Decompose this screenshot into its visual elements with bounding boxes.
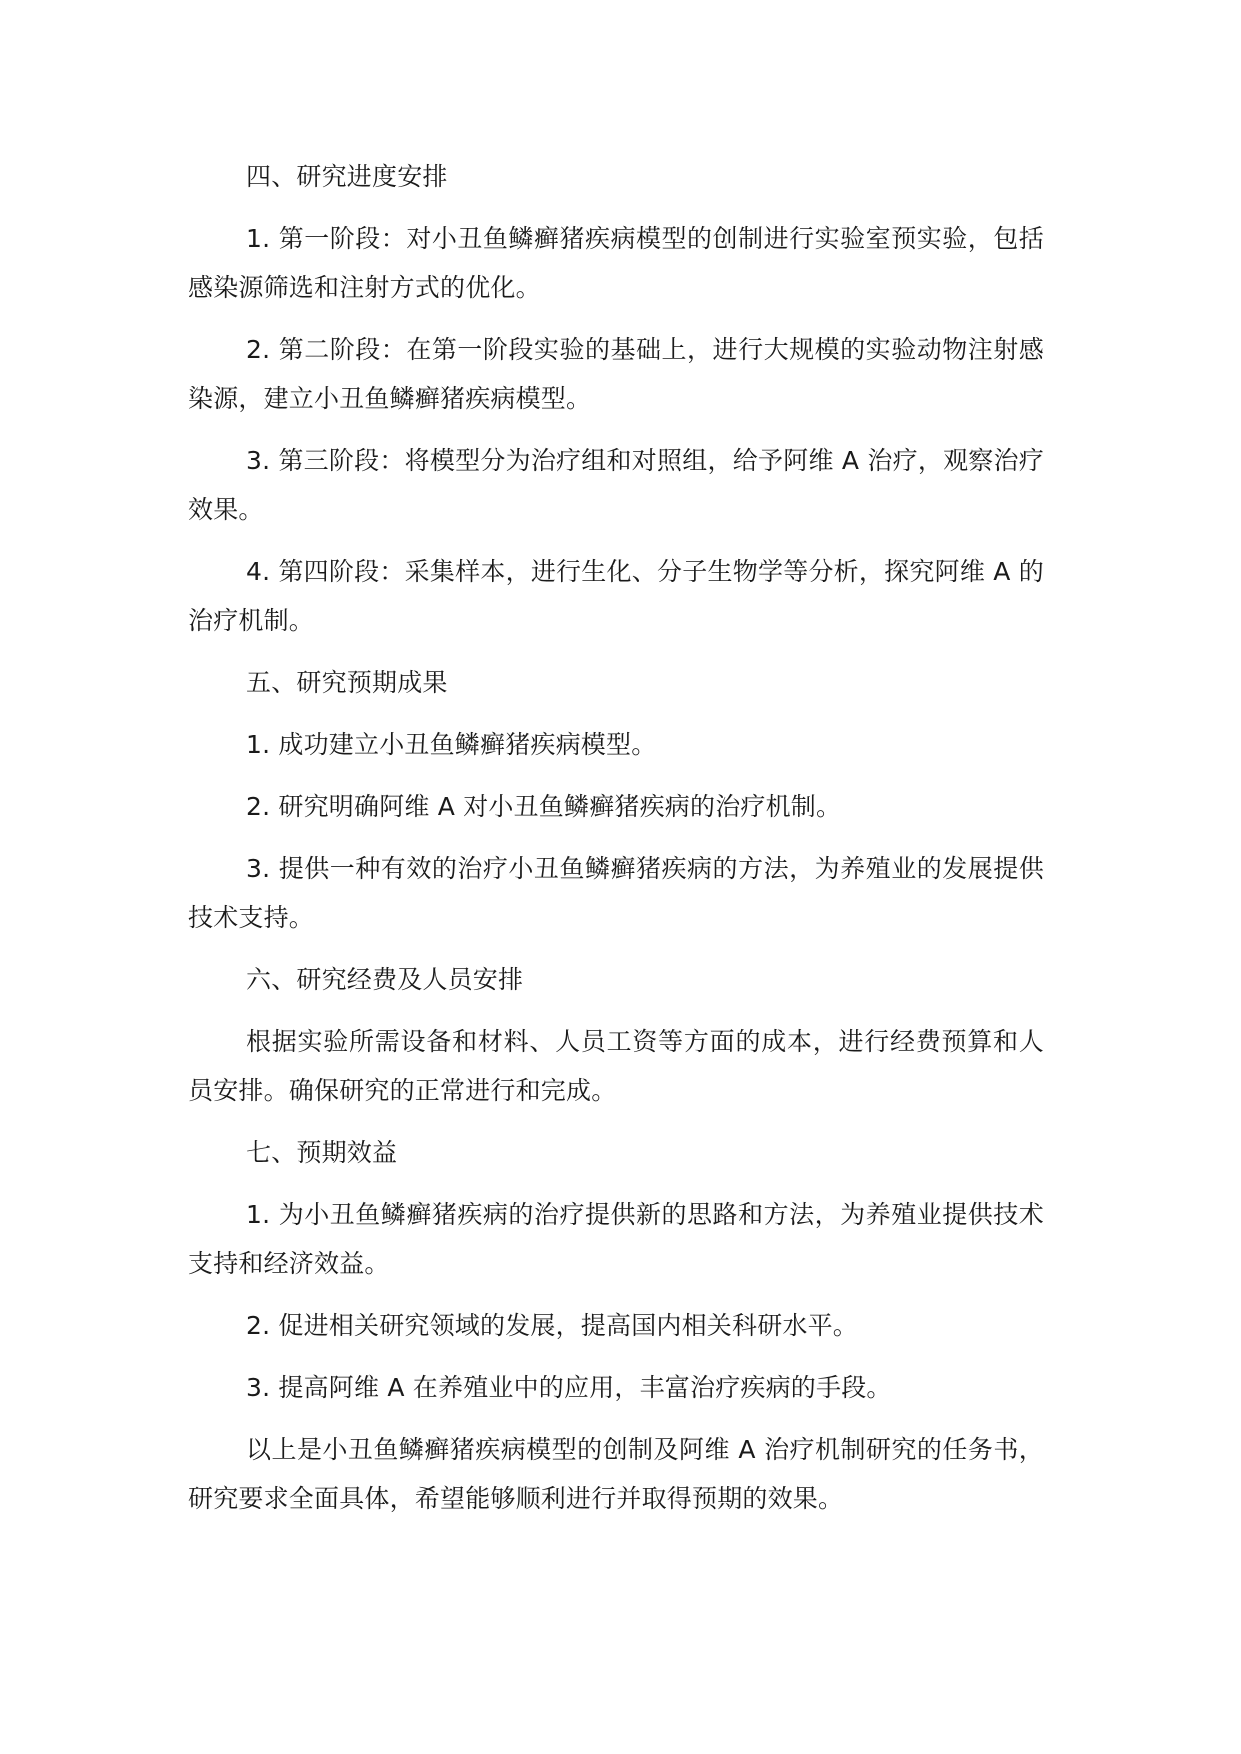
section-heading-expected-results: 五、研究预期成果 — [246, 668, 448, 697]
section-heading-benefits: 七、预期效益 — [246, 1138, 398, 1167]
benefit-item-3: 3. 提高阿维 A 在养殖业中的应用，丰富治疗疾病的手段。 — [246, 1373, 892, 1402]
schedule-item-3: 3. 第三阶段：将模型分为治疗组和对照组，给予阿维 A 治疗，观察治疗效果。 — [188, 446, 1044, 524]
section-heading-funding: 六、研究经费及人员安排 — [246, 965, 524, 994]
expected-result-1: 1. 成功建立小丑鱼鳞癣猪疾病模型。 — [246, 730, 657, 759]
benefit-item-2: 2. 促进相关研究领域的发展，提高国内相关科研水平。 — [246, 1311, 859, 1340]
schedule-item-2: 2. 第二阶段：在第一阶段实验的基础上，进行大规模的实验动物注射感染源，建立小丑鱼鳞癣猪疾病模型。 — [188, 335, 1044, 413]
expected-result-3: 3. 提供一种有效的治疗小丑鱼鳞癣猪疾病的方法，为养殖业的发展提供技术支持。 — [188, 854, 1044, 932]
funding-paragraph: 根据实验所需设备和材料、人员工资等方面的成本，进行经费预算和人员安排。确保研究的正常进行和完成。 — [188, 1027, 1044, 1105]
benefit-item-1: 1. 为小丑鱼鳞癣猪疾病的治疗提供新的思路和方法，为养殖业提供技术支持和经济效益。 — [188, 1200, 1044, 1278]
expected-result-2: 2. 研究明确阿维 A 对小丑鱼鳞癣猪疾病的治疗机制。 — [246, 792, 842, 821]
closing-paragraph: 以上是小丑鱼鳞癣猪疾病模型的创制及阿维 A 治疗机制研究的任务书，研究要求全面具体，希望能够顺利进行并取得预期的效果。 — [188, 1435, 1044, 1513]
section-heading-schedule: 四、研究进度安排 — [246, 162, 448, 191]
document-body — [188, 152, 1044, 1536]
schedule-item-4: 4. 第四阶段：采集样本，进行生化、分子生物学等分析，探究阿维 A 的治疗机制。 — [188, 557, 1044, 635]
schedule-item-1: 1. 第一阶段：对小丑鱼鳞癣猪疾病模型的创制进行实验室预实验，包括感染源筛选和注射方式的优化。 — [188, 224, 1044, 302]
